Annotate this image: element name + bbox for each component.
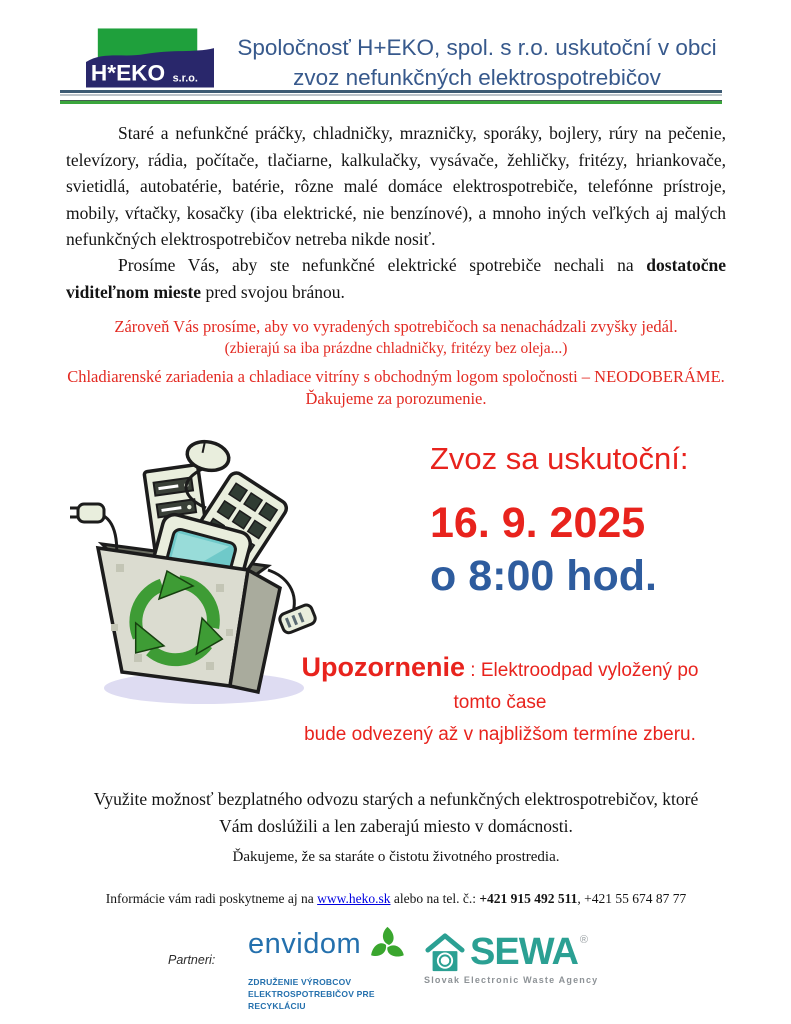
- envidom-subtitle-line2: ELEKTROSPOTREBIČOV PRE RECYKLÁCIU: [248, 989, 375, 1011]
- page-title-line2: zvoz nefunkčných elektrospotrebičov: [293, 65, 661, 90]
- sewa-subtitle: Slovak Electronic Waste Agency: [424, 975, 599, 985]
- closing-line2: Vám doslúžili a len zaberajú miesto v domácnosti.: [219, 816, 573, 836]
- sewa-wordmark: SEWA: [470, 931, 578, 973]
- request-paragraph-post: pred svojou bránou.: [201, 281, 345, 302]
- red-note-fridges-line2: Ďakujeme za porozumenie.: [305, 389, 487, 408]
- envidom-subtitle-line1: ZDRUŽENIE VÝROBCOV: [248, 977, 352, 987]
- warning-sep: :: [465, 660, 481, 681]
- heko-logo: [86, 26, 214, 90]
- request-paragraph-bold: dostatočne viditeľnom mieste: [66, 255, 726, 302]
- thanks-line: Ďakujeme, že sa staráte o čistotu životného prostredia.: [232, 849, 560, 865]
- warning-text1: Elektroodpad vyložený po tomto čase: [453, 660, 699, 713]
- warning-line1: [278, 651, 722, 719]
- warning-label: Upozornenie: [301, 652, 466, 682]
- pickup-datetime: [430, 497, 657, 603]
- pickup-date: 16. 9. 2025: [430, 499, 646, 547]
- envidom-logo: [248, 924, 408, 1012]
- closing-paragraph: [48, 786, 744, 840]
- pickup-time: o 8:00 hod.: [430, 552, 657, 600]
- house-washer-icon: [424, 932, 466, 974]
- request-paragraph-pre: Prosíme Vás, aby ste nefunkčné elektrické spotrebiče nechali na: [118, 255, 647, 275]
- contact-pre: Informácie vám radi poskytneme aj na: [105, 891, 318, 906]
- header-divider: [60, 90, 722, 104]
- envidom-wordmark: envidom: [248, 928, 362, 960]
- warning-text2: bude odvezený až v najbližšom termíne zberu.: [304, 724, 696, 745]
- red-note-food-line2: (zbierajú sa iba prázdne chladničky, fritézy bez oleja...): [224, 340, 568, 357]
- page-title-line1: Spoločnosť H+EKO, spol. s r.o. uskutoční v obci: [237, 35, 717, 60]
- partners-label: Partneri:: [168, 953, 216, 967]
- red-note-food: [48, 316, 744, 360]
- heko-website-link[interactable]: www.heko.sk: [317, 891, 391, 906]
- recycling-leaves-icon: [367, 920, 408, 970]
- intro-paragraph: Staré a nefunkčné práčky, chladničky, mrazničky, sporáky, bojlery, rúry na pečenie, televízory, rádia, počítače, tlačiarne, kalkulačky, vysávače, žehličky, fritézy, hriankovače, svietidlá, autobatérie, batérie, rôzne malé domáce elektrospotrebiče, telefónne prístroje, mobily, vŕtačky, kosačky (iba elektrické, nie benzínové), a mnoho iných veľkých aj malých nefunkčných elektrospotrebičov netreba nikde nosiť.: [66, 123, 726, 250]
- contact-line: [48, 891, 744, 907]
- request-paragraph: [66, 252, 726, 305]
- contact-post: , +421 55 674 87 77: [577, 891, 687, 906]
- heko-logo-suffix: s.r.o.: [172, 72, 198, 85]
- page-title: [218, 33, 736, 93]
- envidom-subtitle: [248, 976, 408, 1012]
- heko-logo-text: H*EKO: [90, 60, 166, 86]
- contact-mid: alebo na tel. č.:: [390, 891, 480, 906]
- sewa-registered-mark: ®: [579, 934, 589, 946]
- contact-phone-primary: +421 915 492 511: [479, 891, 578, 906]
- closing-line1: Využite možnosť bezplatného odvozu starých a nefunkčných elektrospotrebičov, ktoré: [93, 789, 699, 809]
- red-note-food-line1: Zároveň Vás prosíme, aby vo vyradených spotrebičoch sa nenachádzali zvyšky jedál.: [114, 317, 678, 336]
- red-note-fridges: [48, 366, 744, 410]
- warning-note: [278, 651, 722, 751]
- red-note-fridges-line1: Chladiarenské zariadenia a chladiace vitríny s obchodným logom spoločnosti – NEODOBERÁME.: [67, 367, 725, 386]
- pickup-heading: Zvoz sa uskutoční:: [430, 441, 689, 476]
- sewa-logo: [424, 932, 598, 985]
